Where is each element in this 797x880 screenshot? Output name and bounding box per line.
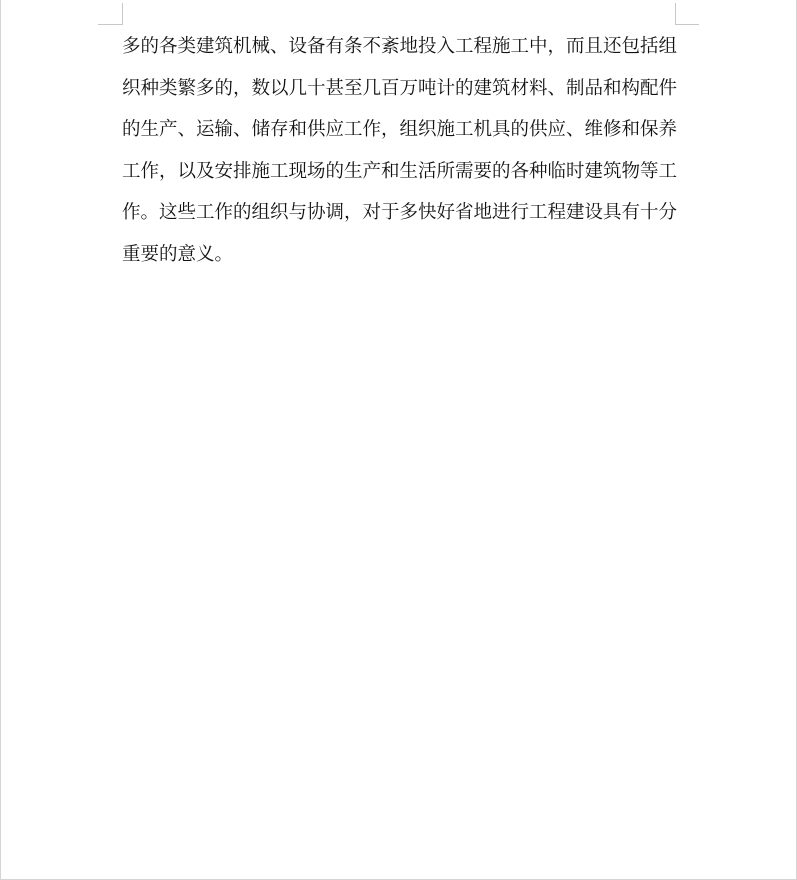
paragraph-line: 多的各类建筑机械、设备有条不紊地投入工程施工中，而且还包括组	[122, 36, 678, 57]
crop-mark-top-right-vertical	[675, 3, 676, 25]
crop-mark-top-right-horizontal	[676, 24, 699, 25]
body-paragraph[interactable]	[122, 26, 677, 275]
paragraph-line: 重要的意义。	[122, 243, 234, 265]
crop-mark-top-left-vertical	[122, 3, 123, 25]
paragraph-line: 的生产、运输、储存和供应工作，组织施工机具的供应、维修和保养	[122, 119, 678, 140]
paragraph-line: 工作，以及安排施工现场的生产和生活所需要的各种临时建筑物等工	[122, 160, 678, 182]
paragraph-line: 作。这些工作的组织与协调，对于多快好省地进行工程建设具有十分	[122, 202, 678, 223]
crop-mark-top-left-horizontal	[98, 24, 122, 25]
paragraph-line: 织种类繁多的，数以几十甚至几百万吨计的建筑材料、制品和构配件	[122, 77, 678, 99]
